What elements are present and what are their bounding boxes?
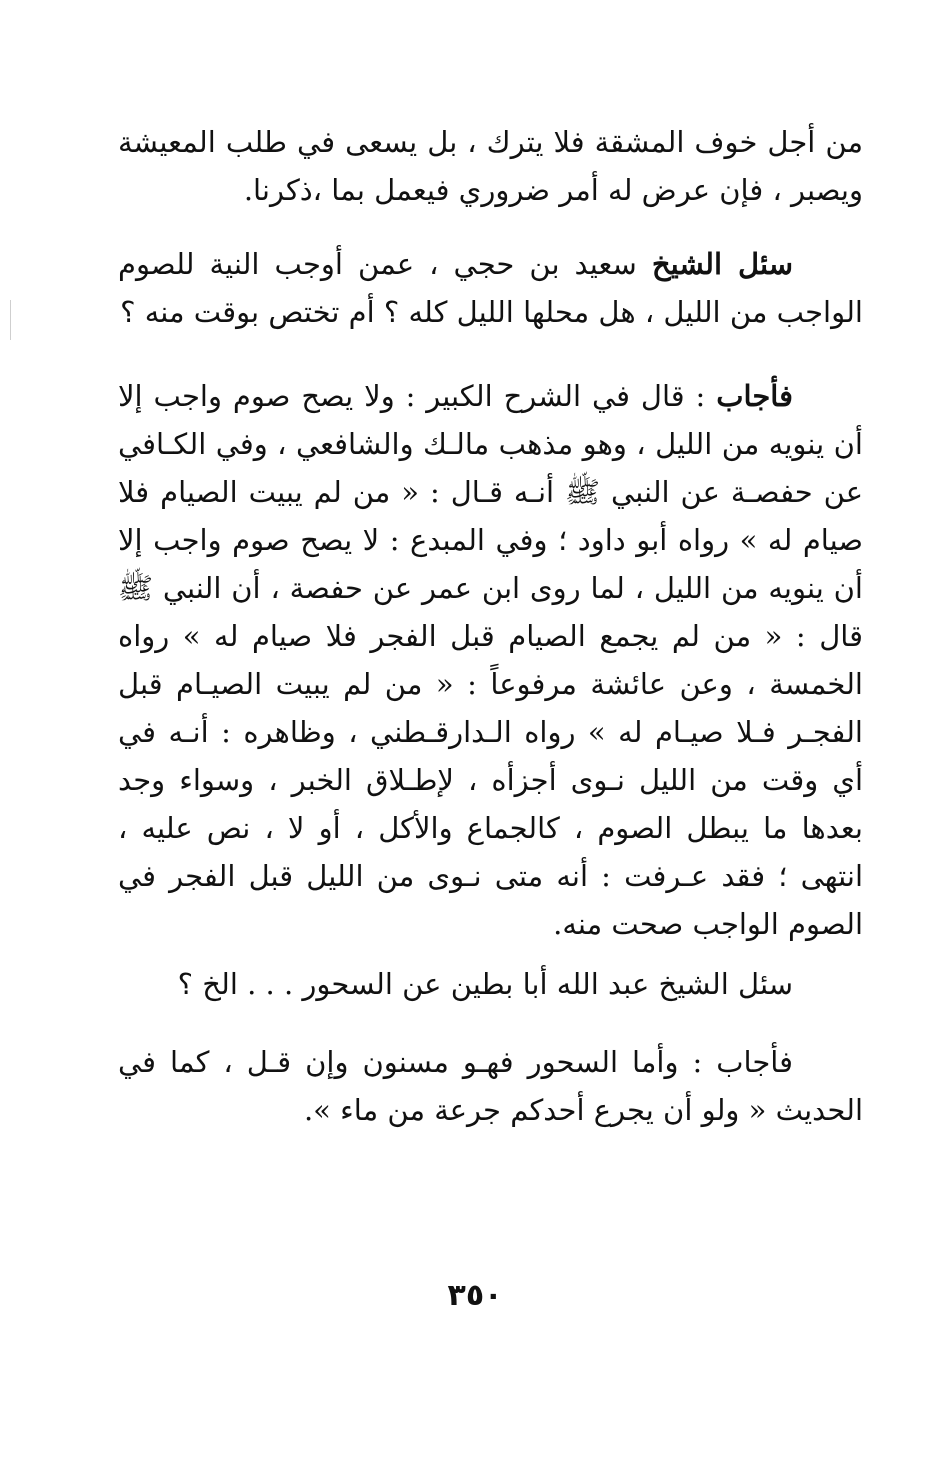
paragraph-2-lead: سئل الشيخ (651, 247, 793, 281)
paragraph-3-text: : قال في الشرح الكبير : ولا يصح صوم واجب إلا أن ينويه من الليل ، وهو مذهب مالـك والشافعي ، وفي الكـافي عن حفصـة عن النبي ﷺ أنـه قـال : « من لم يبيت الصيام فلا صيام له » رواه أبو داود ؛ وفي المبدع : لا يصح صوم واجب إلا أن ينويه من الليل ، لما روى ابن عمر عن حفصة ، أن النبي ﷺ قال : « من لم يجمع الصيام قبل الفجر فلا صيام له » رواه الخمسة ، وعن عائشة مرفوعاً : « من لم يبيت الصيـام قبل الفجـر فـلا صيـام له » رواه الـدارقـطني ، وظاهره : أنـه في أي وقت من الليل نـوى أجزأه ، لإطـلاق الخبر ، وسواء وجد بعدها ما يبطل الصوم ، كالجماع والأكل ، أو لا ، نص عليه ، انتهى ؛ فقد عـرفت : أنه متى نـوى من الليل قبل الفجر في الصوم الواجب صحت منه. (118, 379, 863, 941)
page-body (118, 118, 863, 1134)
paragraph-5-text: فأجاب : وأما السحور فهـو مسنون وإن قـل ، كما في الحديث « ولو أن يجرع أحدكم جرعة من ماء ». (118, 1045, 863, 1127)
paragraph-1-text: من أجل خوف المشقة فلا يترك ، بل يسعى في طلب المعيشة ويصبر ، فإن عرض له أمر ضروري فيعمل بما ،ذكرنا. (118, 125, 863, 207)
paragraph-4-text: سئل الشيخ عبد الله أبا بطين عن السحور . . . الخ ؟ (177, 967, 793, 1001)
paragraph-3-answer (118, 372, 863, 948)
paragraph-2-text: سعيد بن حجي ، عمن أوجب النية للصوم الواجب من الليل ، هل محلها الليل كله ؟ أم تختص بوقت منه ؟ (118, 247, 863, 329)
paragraph-1 (118, 118, 863, 214)
scan-margin-mark (10, 300, 11, 340)
paragraph-4-question (118, 960, 863, 1008)
page-number: ٣٥٠ (447, 1278, 503, 1313)
paragraph-2-question (118, 240, 863, 336)
paragraph-3-lead: فأجاب (716, 379, 793, 413)
paragraph-5-answer (118, 1038, 863, 1134)
